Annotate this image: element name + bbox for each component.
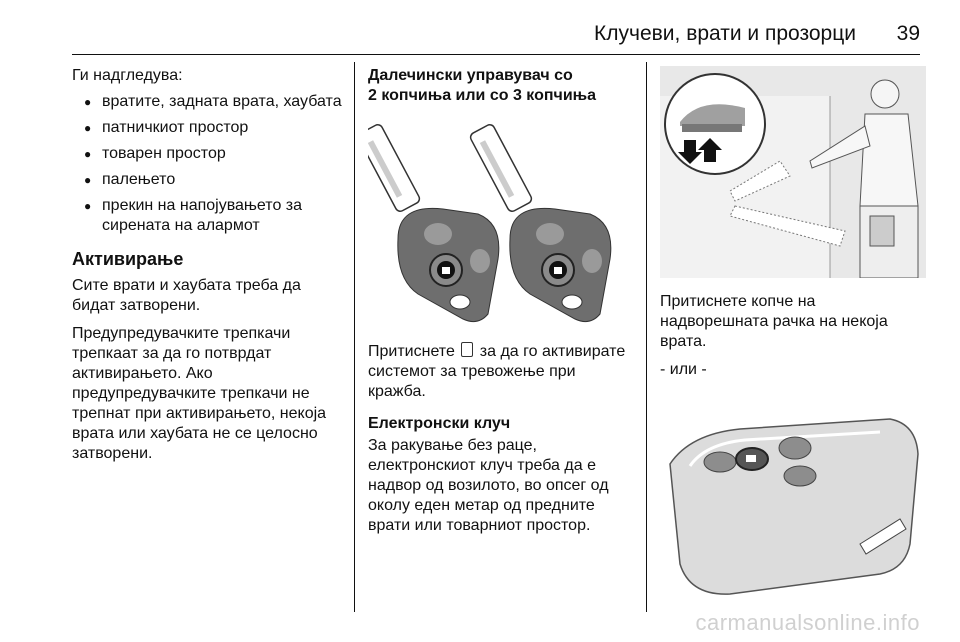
- or-separator: - или -: [660, 361, 707, 378]
- right-column: [660, 66, 928, 604]
- section-heading: Активирање: [72, 249, 184, 269]
- column-divider-1: [354, 62, 355, 612]
- lock-button-icon: [461, 342, 473, 357]
- paragraph: [368, 342, 636, 402]
- paragraph: За ракување без раце, електронскиот клуч треба да е надвор од возилото, во опсег од околу еден метар од предните врати или товарниот простор.: [368, 437, 609, 534]
- section-heading: Далечински управувач со: [368, 67, 573, 84]
- paragraph: Сите врати и хаубата треба да бидат затворени.: [72, 277, 301, 314]
- press-prefix: Притиснете: [368, 343, 455, 360]
- paragraph: Предупредувачките трепкачи трепкаат за да го потврдат активирањето. Ако предупредувачките трепкачи не трепнат при активирањето, некоја врата или хаубата не се целосно затворени.: [72, 325, 327, 462]
- list-item: ● палењето: [72, 170, 342, 190]
- list-item: ● вратите, задната врата, хаубата: [72, 92, 342, 112]
- column-divider-2: [646, 62, 647, 612]
- press-suffix: за да го активирате системот за тревожење при кражба.: [368, 343, 626, 400]
- left-column: [72, 66, 342, 472]
- door-handle-figure: [660, 66, 926, 278]
- page-number: 39: [896, 22, 920, 45]
- subheading: Електронски клуч: [368, 415, 511, 432]
- electronic-key-card-figure: [660, 404, 926, 604]
- section-heading-line2: 2 копчиња или со 3 копчиња: [368, 87, 597, 104]
- page-header: [72, 22, 920, 52]
- list-item: ● патничкиот простор: [72, 118, 342, 138]
- list-item: ● прекин на напојувањето за сирената на алармот: [72, 196, 342, 236]
- watermark-site: carmanualsonline.info: [695, 610, 920, 635]
- monitored-list: [72, 92, 342, 236]
- list-item: ● товарен простор: [72, 144, 342, 164]
- remote-keys-figure: [368, 114, 636, 332]
- header-title: Клучеви, врати и прозорци: [594, 22, 856, 45]
- intro-text: Ги надгледува:: [72, 67, 183, 84]
- middle-column: [368, 66, 636, 544]
- header-rule: [72, 54, 920, 55]
- paragraph: Притиснете копче на надворешната рачка на некоја врата.: [660, 293, 888, 350]
